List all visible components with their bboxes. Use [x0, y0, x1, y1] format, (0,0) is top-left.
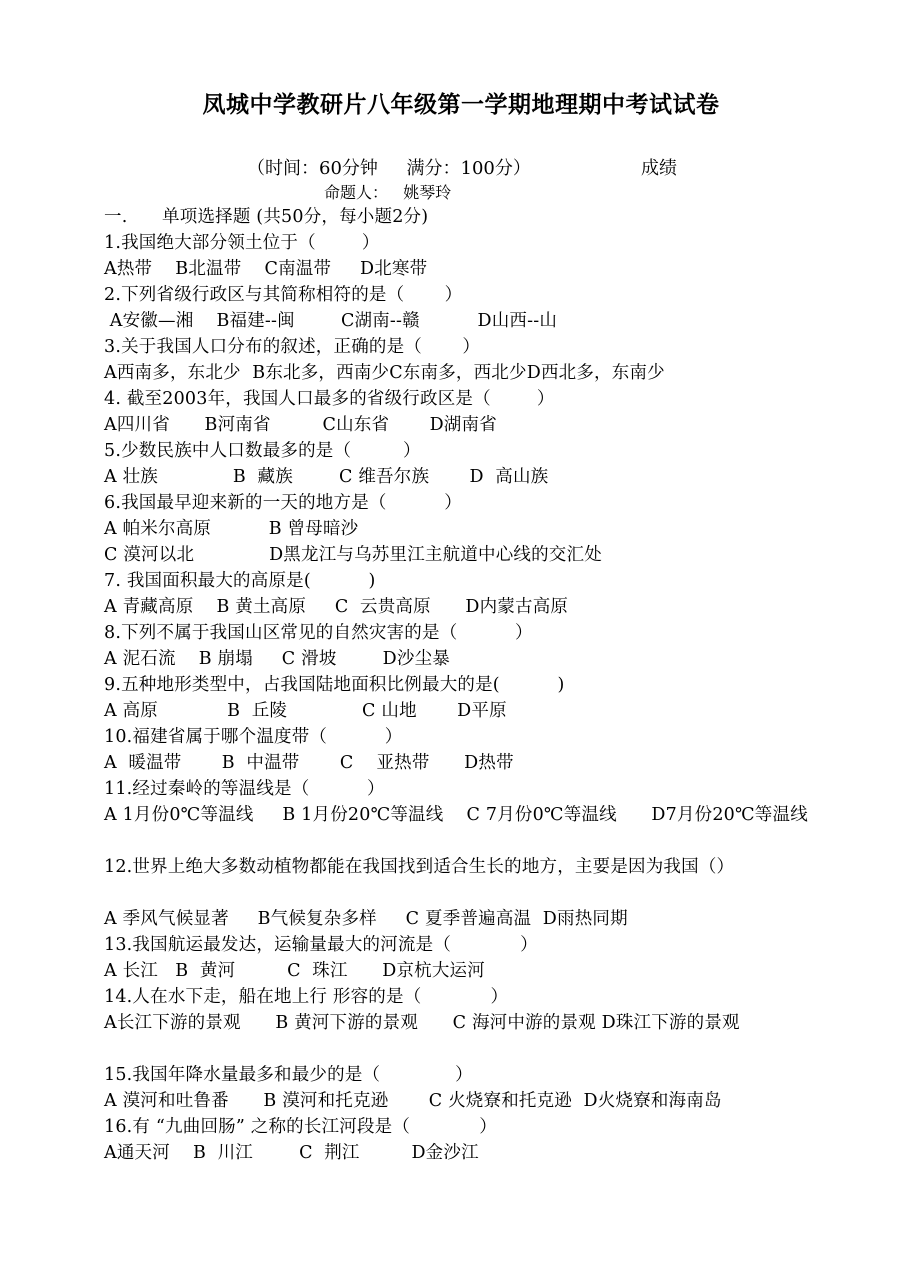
- question-5-options: A 壮族 B 藏族 C 维吾尔族 D 高山族: [104, 467, 549, 487]
- question-8: 8.下列不属于我国山区常见的自然灾害的是（ ）: [104, 623, 533, 643]
- question-11: 11.经过秦岭的等温线是（ ）: [104, 779, 385, 799]
- question-10-options: A 暖温带 B 中温带 C 亚热带 D热带: [104, 753, 514, 773]
- question-4-options: A四川省 B河南省 C山东省 D湖南省: [104, 415, 497, 435]
- question-6: 6.我国最早迎来新的一天的地方是（ ）: [104, 493, 462, 513]
- question-8-options: A 泥石流 B 崩塌 C 滑坡 D沙尘暴: [104, 649, 450, 669]
- question-7-options: A 青藏高原 B 黄土高原 C 云贵高原 D内蒙古高原: [104, 597, 569, 617]
- question-10: 10.福建省属于哪个温度带（ ）: [104, 727, 403, 747]
- question-14: 14.人在水下走，船在地上行 形容的是（ ）: [104, 987, 509, 1007]
- exam-title: 凤城中学教研片八年级第一学期地理期中考试试卷: [202, 91, 720, 118]
- question-15: 15.我国年降水量最多和最少的是（ ）: [104, 1065, 473, 1085]
- question-9: 9.五种地形类型中，占我国陆地面积比例最大的是( ): [104, 675, 565, 695]
- question-4: 4. 截至2003年，我国人口最多的省级行政区是（ ）: [104, 389, 555, 409]
- question-2: 2.下列省级行政区与其简称相符的是（ ）: [104, 285, 463, 305]
- question-13-options: A 长江 B 黄河 C 珠江 D京杭大运河: [104, 961, 485, 981]
- question-6-options-ab: A 帕米尔高原 B 曾母暗沙: [104, 519, 359, 539]
- question-1-options: A热带 B北温带 C南温带 D北寒带: [104, 259, 428, 279]
- question-6-options-cd: C 漠河以北 D黑龙江与乌苏里江主航道中心线的交汇处: [104, 545, 602, 565]
- question-1: 1.我国绝大部分领土位于（ ）: [104, 233, 380, 253]
- question-2-options: A安徽—湘 B福建--闽 C湖南--赣 D山西--山: [104, 311, 558, 331]
- question-3: 3.关于我国人口分布的叙述，正确的是（ ）: [104, 337, 481, 357]
- question-9-options: A 高原 B 丘陵 C 山地 D平原: [104, 701, 507, 721]
- question-11-options: A 1月份0℃等温线 B 1月份20℃等温线 C 7月份0℃等温线 D7月份20℃等温线: [104, 805, 808, 825]
- question-13: 13.我国航运最发达，运输量最大的河流是（ ）: [104, 935, 538, 955]
- exam-time-score-info: （时间：60分钟 满分：100分）: [247, 158, 531, 179]
- question-15-options: A 漠河和吐鲁番 B 漠河和托克逊 C 火烧寮和托克逊 D火烧寮和海南岛: [104, 1091, 722, 1111]
- question-16: 16.有 “九曲回肠” 之称的长江河段是（ ）: [104, 1117, 497, 1137]
- question-3-options: A西南多，东北少 B东北多，西南少C东南多，西北少D西北多，东南少: [104, 363, 665, 383]
- question-14-options: A长江下游的景观 B 黄河下游的景观 C 海河中游的景观 D珠江下游的景观: [104, 1013, 740, 1033]
- score-label: 成绩: [641, 158, 677, 179]
- question-16-options: A通天河 B 川江 C 荆江 D金沙江: [104, 1143, 479, 1163]
- question-12: 12.世界上绝大多数动植物都能在我国找到适合生长的地方，主要是因为我国（）: [104, 857, 735, 877]
- section-heading: 一. 单项选择题 (共50分，每小题2分): [104, 207, 429, 227]
- exam-author: 命题人： 姚琴玲: [324, 183, 452, 202]
- question-5: 5.少数民族中人口数最多的是（ ）: [104, 441, 421, 461]
- question-7: 7. 我国面积最大的高原是( ): [104, 571, 376, 591]
- question-12-options: A 季风气候显著 B气候复杂多样 C 夏季普遍高温 D雨热同期: [104, 909, 628, 929]
